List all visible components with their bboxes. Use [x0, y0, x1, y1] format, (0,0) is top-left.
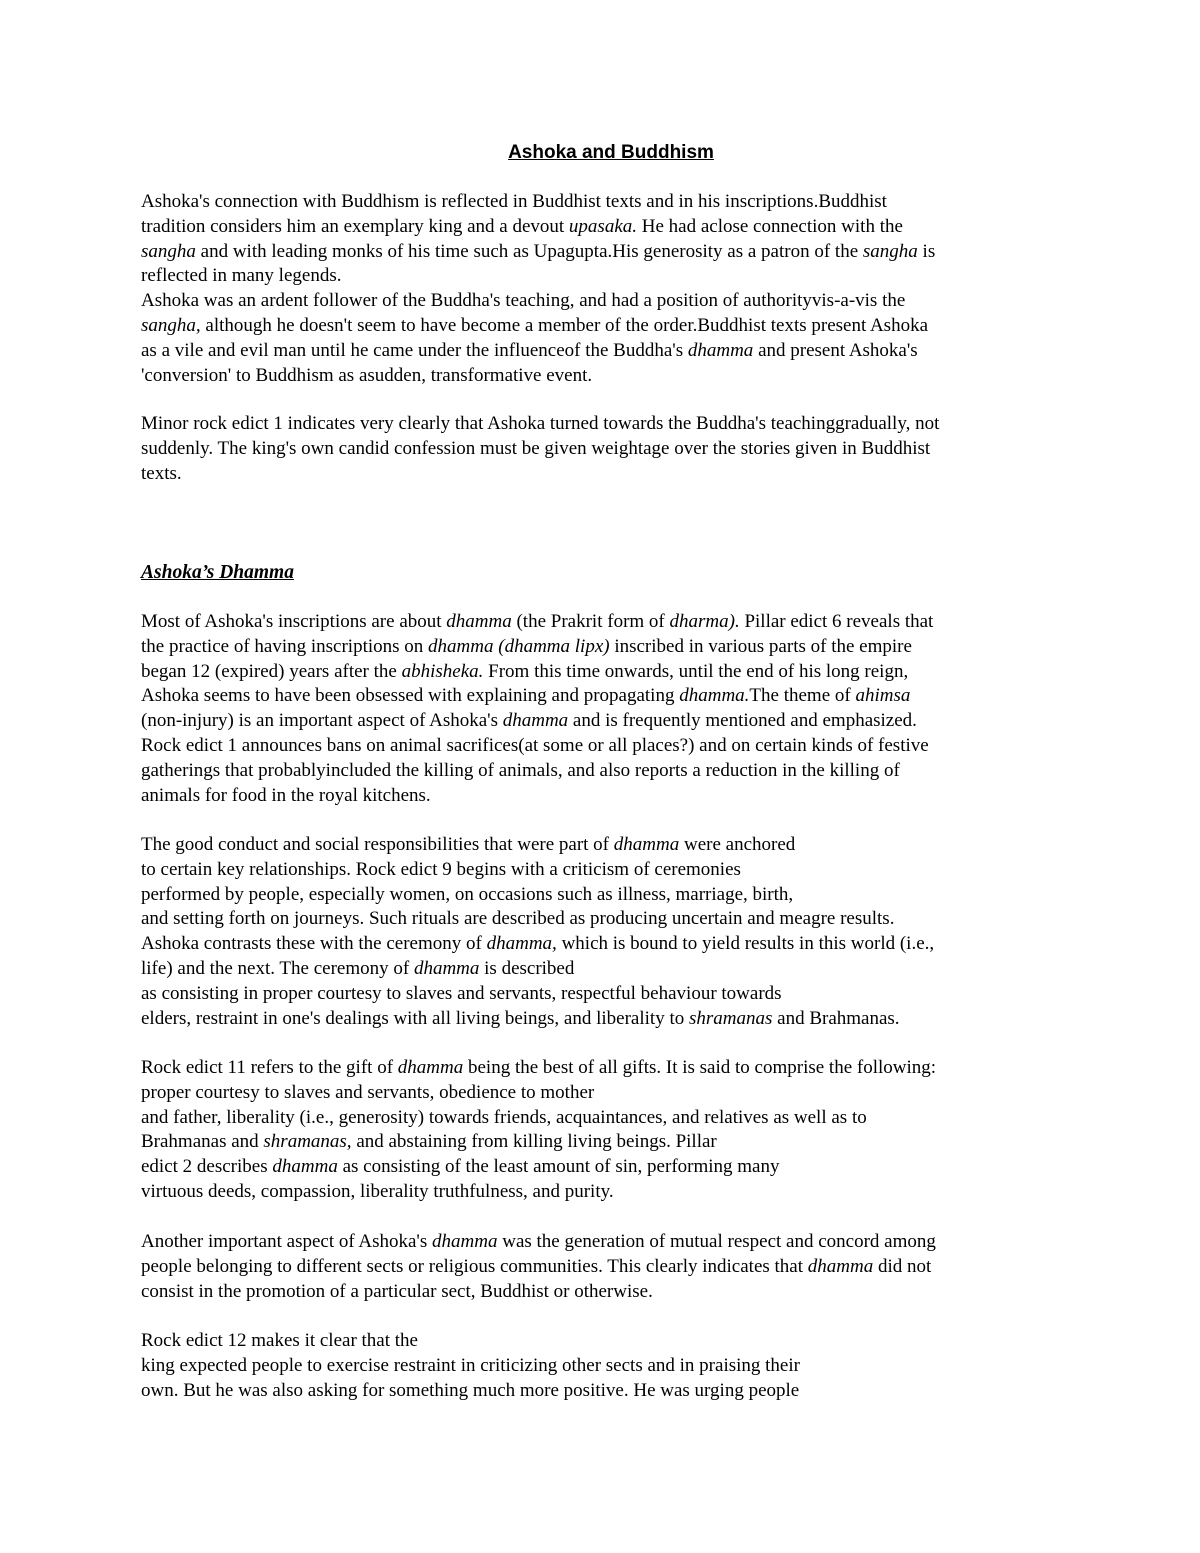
text-run: inscribed in various parts of the empire	[609, 635, 912, 657]
text-line	[141, 1081, 1141, 1106]
text-run: performed by people, especially women, on occasions such as illness, marriage, birth,	[141, 883, 794, 905]
italic-term: upasaka.	[568, 215, 637, 237]
text-line	[141, 982, 1141, 1007]
text-run: Rock edict 12 makes it clear that the	[141, 1330, 418, 1351]
text-line	[141, 240, 1141, 265]
text-run: Ashoka contrasts these with the ceremony of	[141, 933, 487, 955]
text-line	[141, 289, 1141, 314]
text-run: proper courtesy to slaves and servants, obedience to mother	[141, 1081, 595, 1103]
text-run: Most of Ashoka's inscriptions are about	[141, 611, 447, 632]
text-run: tradition considers him an exemplary king and a devout	[141, 215, 569, 237]
text-run: people belonging to different sects or religious communities. This clearly indicates that	[141, 1255, 808, 1277]
paragraph	[141, 1329, 1141, 1403]
text-run: From this time onwards, until the end of his long reign,	[483, 660, 909, 682]
text-run: animals for food in the royal kitchens.	[141, 784, 431, 806]
italic-term: dhamma	[807, 1255, 874, 1277]
text-line	[141, 1329, 1141, 1354]
text-run: Rock edict 11 refers to the gift of	[141, 1057, 398, 1078]
italic-term: dhamma	[502, 710, 569, 732]
text-line	[141, 1007, 1141, 1032]
text-run: life) and the next. The ceremony of	[141, 957, 414, 979]
text-line	[141, 734, 1141, 759]
paragraph	[141, 610, 1141, 808]
text-line	[141, 784, 1141, 809]
text-run: Brahmanas and	[141, 1131, 264, 1153]
italic-term: dhamma	[432, 1231, 498, 1252]
text-run: and Brahmanas.	[772, 1007, 900, 1029]
text-line	[141, 883, 1141, 908]
text-run: and abstaining from killing living beings. Pillar	[351, 1131, 717, 1153]
text-run: Pillar edict 6 reveals that	[739, 611, 934, 632]
text-run: Ashoka was an ardent follower of the Buddha's teaching, and had a position of authorityvis-a-vis the	[141, 290, 906, 312]
italic-term: dharma).	[669, 611, 740, 632]
text-run: and is frequently mentioned and emphasized.	[568, 710, 917, 732]
paragraph	[141, 412, 1141, 486]
text-line	[141, 1130, 1141, 1155]
text-run: as a vile and evil man until he came under the influenceof the Buddha's	[141, 339, 688, 361]
italic-term: sangha	[862, 240, 918, 262]
text-line	[141, 1255, 1141, 1280]
text-line	[141, 759, 1141, 784]
text-line	[141, 215, 1141, 240]
text-line	[141, 412, 1141, 437]
italic-term: dhamma.	[679, 685, 750, 707]
text-line	[141, 1280, 1141, 1305]
text-line	[141, 932, 1141, 957]
text-line	[141, 364, 1141, 389]
text-run: Another important aspect of Ashoka's	[141, 1231, 433, 1252]
text-run: Ashoka's connection with Buddhism is reflected in Buddhist texts and in his inscriptions.Buddhist	[141, 191, 887, 212]
text-run: as consisting of the least amount of sin, performing many	[337, 1156, 780, 1178]
text-run: were anchored	[679, 834, 796, 855]
italic-term: dhamma	[272, 1156, 338, 1178]
text-run: and with leading monks of his time such as Upagupta.His generosity as a patron of the	[195, 240, 863, 262]
text-run: The theme of	[749, 685, 856, 707]
text-run: elders, restraint in one's dealings with all living beings, and liberality to	[141, 1007, 689, 1029]
text-run: Rock edict 1 announces bans on animal sacrifices(at some or all places?) and on certain kinds of festive	[141, 734, 929, 756]
text-line	[141, 1106, 1141, 1131]
text-line	[141, 1155, 1141, 1180]
text-line	[141, 1230, 1141, 1255]
text-line	[141, 339, 1141, 364]
text-run: own. But he was also asking for something much more positive. He was urging people	[141, 1379, 800, 1401]
text-run: and father, liberality (i.e., generosity) towards friends, acquaintances, and relatives as well as to	[141, 1106, 867, 1128]
text-run: which is bound to yield results in this world (i.e.,	[556, 933, 935, 955]
italic-term: dhamma,	[486, 933, 557, 955]
section-heading: Ashoka’s Dhamma	[141, 562, 294, 583]
text-run: as consisting in proper courtesy to slaves and servants, respectful behaviour towards	[141, 982, 782, 1004]
italic-term: dhamma	[413, 957, 480, 979]
italic-term: dhamma	[397, 1057, 464, 1078]
text-run: The good conduct and social responsibilities that were part of	[141, 834, 614, 855]
text-run: the practice of having inscriptions on	[141, 635, 429, 657]
italic-term: sangha,	[141, 314, 201, 336]
text-run: although he doesn't seem to have become a member of the order.Buddhist texts present Ashoka	[200, 314, 929, 336]
document-title: Ashoka and Buddhism	[508, 142, 714, 163]
text-run: (the Prakrit form of	[511, 611, 670, 632]
text-run: consist in the promotion of a particular sect, Buddhist or otherwise.	[141, 1280, 653, 1302]
italic-term: dhamma (dhamma lipx)	[428, 635, 610, 657]
text-run: and present Ashoka's	[753, 339, 918, 361]
text-line	[141, 190, 1141, 215]
paragraph	[141, 1056, 1141, 1205]
text-line	[141, 610, 1141, 635]
text-line	[141, 907, 1141, 932]
text-line	[141, 1180, 1141, 1205]
text-line	[141, 1056, 1141, 1081]
text-run: to certain key relationships. Rock edict 9 begins with a criticism of ceremonies	[141, 858, 741, 880]
text-line	[141, 437, 1141, 462]
italic-term: dhamma	[446, 611, 512, 632]
text-line	[141, 833, 1141, 858]
italic-term: dhamma	[613, 834, 680, 855]
italic-term: sangha	[141, 240, 196, 262]
text-line	[141, 462, 1141, 487]
text-line	[141, 957, 1141, 982]
text-line	[141, 635, 1141, 660]
text-run: texts.	[141, 462, 182, 484]
text-run: reflected in many legends.	[141, 265, 342, 287]
text-line	[141, 1379, 1141, 1404]
text-line	[141, 264, 1141, 289]
text-run: gatherings that probablyincluded the killing of animals, and also reports a reduction in the killing of	[141, 759, 900, 781]
text-run: virtuous deeds, compassion, liberality truthfulness, and purity.	[141, 1180, 614, 1202]
text-line	[141, 314, 1141, 339]
text-run: king expected people to exercise restraint in criticizing other sects and in praising their	[141, 1354, 800, 1376]
text-run: is	[917, 240, 936, 262]
text-run: did not	[873, 1255, 932, 1277]
text-line	[141, 709, 1141, 734]
italic-term: abhisheka.	[401, 660, 484, 682]
paragraph	[141, 1230, 1141, 1304]
italic-term: dhamma	[687, 339, 754, 361]
text-line	[141, 858, 1141, 883]
text-run: suddenly. The king's own candid confession must be given weightage over the stories given in Buddhist	[141, 437, 931, 459]
italic-term: ahimsa	[855, 685, 911, 707]
text-run: edict 2 describes	[141, 1156, 273, 1178]
text-run: Ashoka seems to have been obsessed with explaining and propagating	[141, 685, 680, 707]
text-line	[141, 660, 1141, 685]
text-run: and setting forth on journeys. Such rituals are described as producing uncertain and meagre results.	[141, 908, 895, 930]
text-run: He had aclose connection with the	[637, 215, 903, 237]
text-run: was the generation of mutual respect and concord among	[497, 1231, 936, 1252]
text-run: Minor rock edict 1 indicates very clearly that Ashoka turned towards the Buddha's teachinggradually, not	[141, 413, 940, 434]
paragraph	[141, 190, 1141, 388]
text-run: began 12 (expired) years after the	[141, 660, 402, 682]
paragraph	[141, 833, 1141, 1031]
italic-term: shramanas	[688, 1007, 773, 1029]
text-run: 'conversion' to Buddhism as asudden, transformative event.	[141, 364, 593, 386]
text-run: (non-injury) is an important aspect of Ashoka's	[141, 710, 503, 732]
text-run: being the best of all gifts. It is said to comprise the following:	[463, 1057, 937, 1078]
text-run: is described	[479, 957, 575, 979]
text-line	[141, 1354, 1141, 1379]
text-line	[141, 684, 1141, 709]
italic-term: shramanas,	[263, 1131, 352, 1153]
